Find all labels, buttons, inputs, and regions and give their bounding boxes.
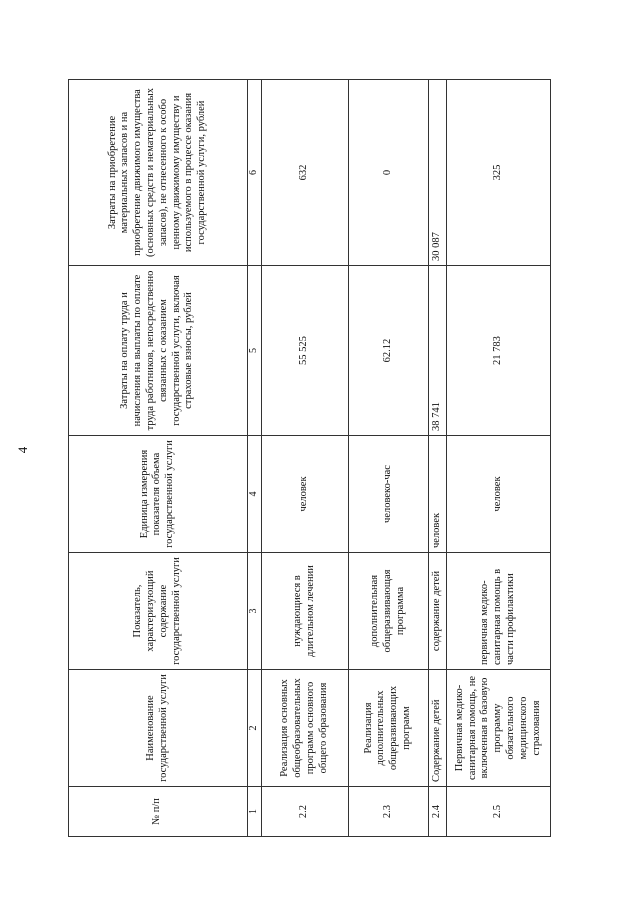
header-cell: Затраты на оплату труда и начисления на выплаты по оплате труда работников, непосредственно связанных с оказанием государственной услуги, включая страховые взносы, рублей bbox=[69, 266, 248, 436]
indicator-cell: нуждающиеся в длительном лечении bbox=[262, 553, 349, 670]
material-cost-cell: 325 bbox=[447, 80, 551, 266]
header-cell: Наименование государственной услуги bbox=[69, 670, 248, 787]
table-row bbox=[447, 80, 551, 837]
material-cost-cell: 30 087 bbox=[428, 80, 447, 266]
column-number-cell: 5 bbox=[247, 266, 261, 436]
column-number-row bbox=[247, 80, 261, 837]
service-name-cell: Реализация основных общеобразовательных программ основного общего образования bbox=[262, 670, 349, 787]
unit-cell: человек bbox=[262, 436, 349, 553]
table-row bbox=[262, 80, 349, 837]
column-number-cell: 2 bbox=[247, 670, 261, 787]
row-number-cell: 2.4 bbox=[428, 787, 447, 837]
row-number-cell: 2.5 bbox=[447, 787, 551, 837]
table-row bbox=[348, 80, 428, 837]
table-header-row bbox=[69, 80, 248, 837]
row-number-cell: 2.2 bbox=[262, 787, 349, 837]
header-cell: Единица измерения показателя объема государственной услуги bbox=[69, 436, 248, 553]
table-row bbox=[428, 80, 447, 837]
cost-table-container bbox=[68, 80, 551, 837]
cost-table bbox=[68, 79, 551, 837]
row-number-cell: 2.3 bbox=[348, 787, 428, 837]
service-name-cell: Реализация дополнительных общеразвивающих программ bbox=[348, 670, 428, 787]
header-cell: Затраты на приобретение материальных запасов и на приобретение движимого имущества (основных средств и нематериальных запасов), не отнесенного к особо ценному движимому имуществу и используемого в процессе оказания государственной услуги, рублей bbox=[69, 80, 248, 266]
indicator-cell: содержание детей bbox=[428, 553, 447, 670]
unit-cell: человек bbox=[428, 436, 447, 553]
column-number-cell: 4 bbox=[247, 436, 261, 553]
column-number-cell: 6 bbox=[247, 80, 261, 266]
labor-cost-cell: 38 741 bbox=[428, 266, 447, 436]
header-cell: № п/п bbox=[69, 787, 248, 837]
column-number-cell: 1 bbox=[247, 787, 261, 837]
material-cost-cell: 0 bbox=[348, 80, 428, 266]
labor-cost-cell: 55 525 bbox=[262, 266, 349, 436]
page-number: 4 bbox=[15, 446, 30, 454]
service-name-cell: Первичная медико-санитарная помощь, не включенная в базовую программу обязательного медицинского страхования bbox=[447, 670, 551, 787]
header-cell: Показатель, характеризующий содержание государственной услуги bbox=[69, 553, 248, 670]
service-name-cell: Содержание детей bbox=[428, 670, 447, 787]
unit-cell: человеко-час bbox=[348, 436, 428, 553]
labor-cost-cell: 21 783 bbox=[447, 266, 551, 436]
material-cost-cell: 632 bbox=[262, 80, 349, 266]
indicator-cell: первичная медико-санитарная помощь в части профилактики bbox=[447, 553, 551, 670]
column-number-cell: 3 bbox=[247, 553, 261, 670]
indicator-cell: дополнительная общеразвивающая программа bbox=[348, 553, 428, 670]
labor-cost-cell: 62.12 bbox=[348, 266, 428, 436]
unit-cell: человек bbox=[447, 436, 551, 553]
